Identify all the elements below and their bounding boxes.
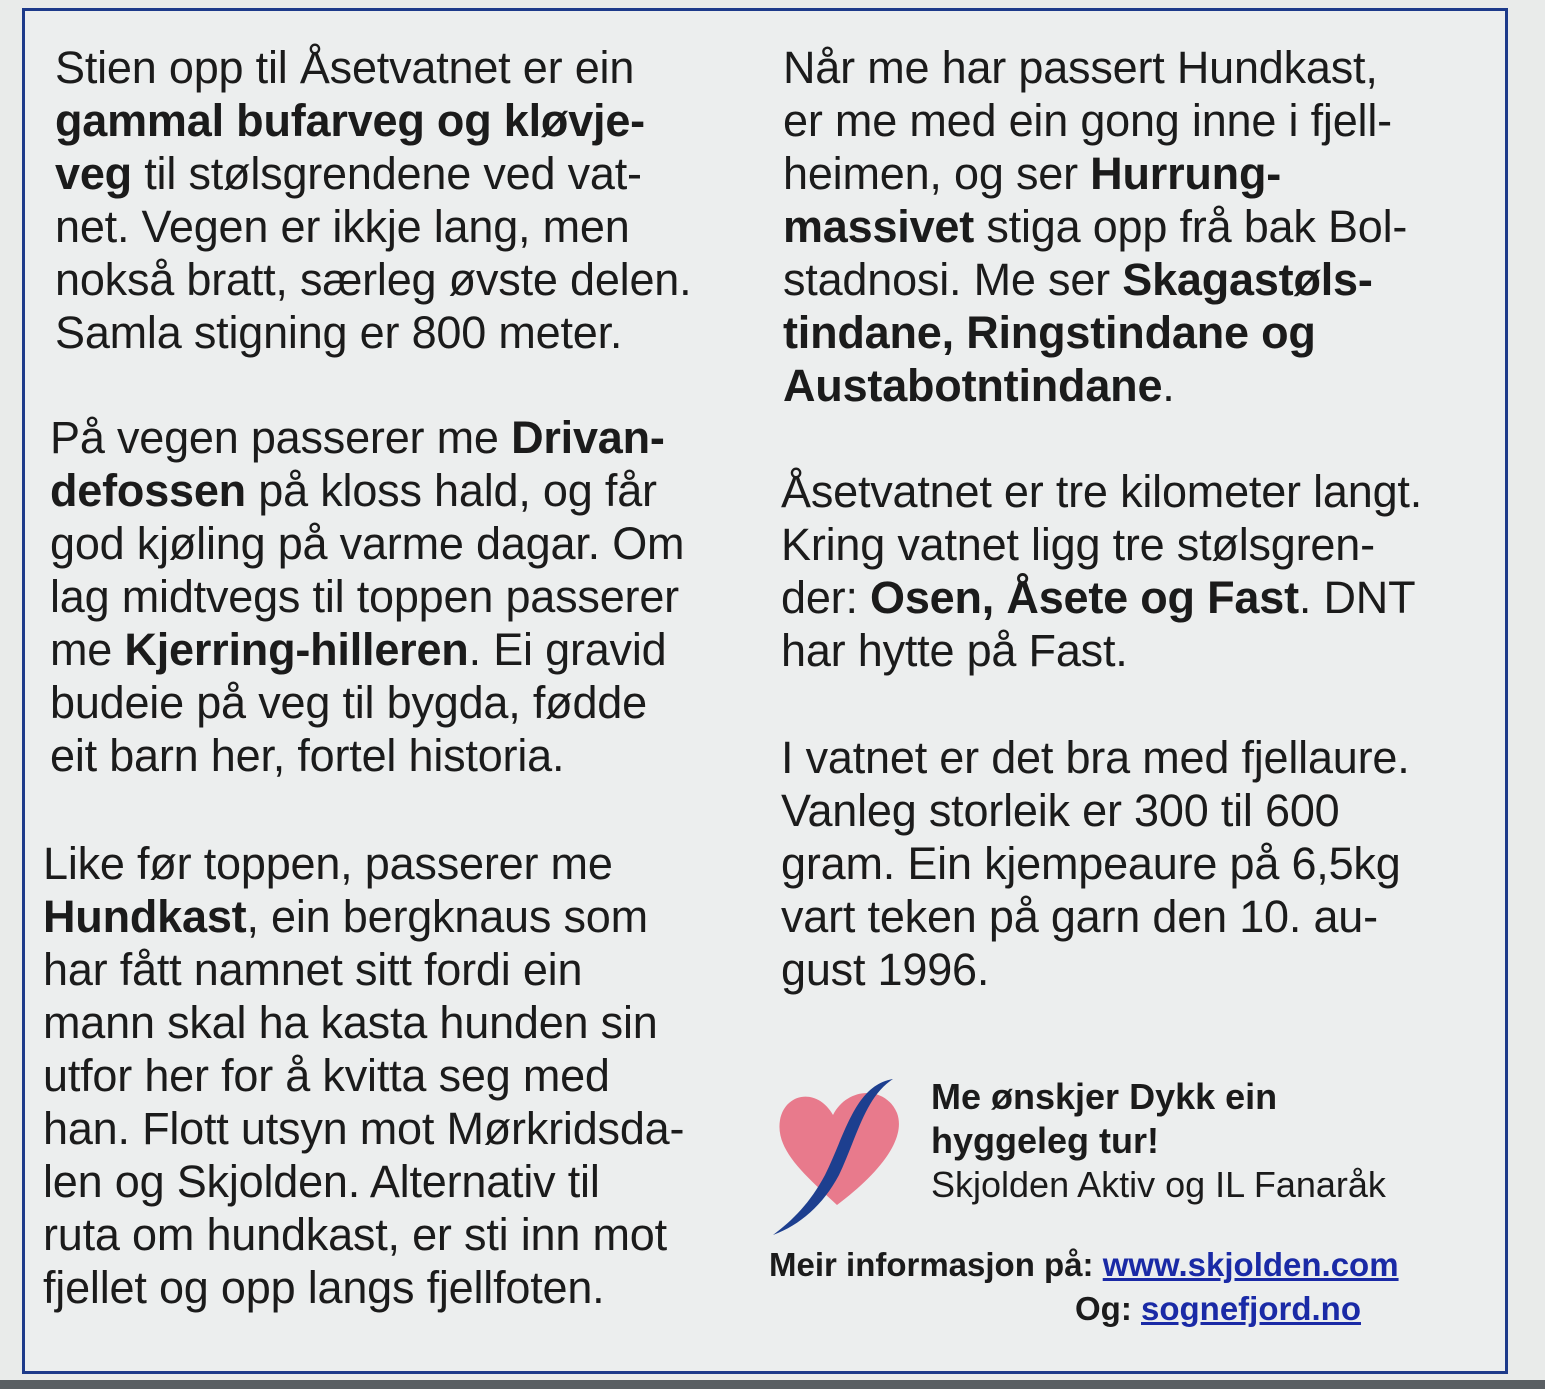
text-segment: På vegen passerer me: [50, 412, 512, 463]
text-segment: eit barn her, fortel historia.: [50, 730, 565, 781]
text-line: [50, 676, 684, 729]
text-line: [55, 253, 691, 306]
bold-text: Skagastøls-: [1122, 254, 1373, 305]
text-line: [781, 890, 1410, 943]
text-line: [43, 1208, 684, 1261]
text-line: [55, 306, 691, 359]
text-line: [43, 1155, 684, 1208]
text-segment: til stølsgrendene ved vat-: [131, 148, 642, 199]
bottom-edge-strip: [0, 1380, 1545, 1389]
text-line: [781, 465, 1422, 518]
text-segment: len og Skjolden. Alternativ til: [43, 1156, 600, 1207]
text-segment: god kjøling på varme dagar. Om: [50, 518, 685, 569]
text-line: [781, 784, 1410, 837]
bold-text: veg: [55, 148, 132, 199]
text-segment: ruta om hundkast, er sti inn mot: [43, 1209, 667, 1260]
text-segment: heimen, og ser: [783, 148, 1091, 199]
text-segment: Like før toppen, passerer me: [43, 838, 613, 889]
text-line: [43, 996, 684, 1049]
skjolden-link[interactable]: www.skjolden.com: [1102, 1246, 1399, 1283]
text-line: [781, 571, 1422, 624]
paragraph-mountain-view: [783, 41, 1407, 412]
text-line: [43, 1102, 684, 1155]
paragraph-lake-info: [781, 465, 1422, 677]
text-segment: . Ei gravid: [468, 624, 667, 675]
text-segment: I vatnet er det bra med fjellaure.: [781, 732, 1410, 783]
text-segment: Stien opp til Åsetvatnet er ein: [55, 42, 635, 93]
greeting-line-2: hyggeleg tur!: [931, 1120, 1160, 1161]
text-segment: Kring vatnet ligg tre stølsgren-: [781, 519, 1375, 570]
text-line: [43, 890, 684, 943]
text-line: [50, 411, 684, 464]
text-segment: mann skal ha kasta hunden sin: [43, 997, 658, 1048]
greeting-line-1: Me ønskjer Dykk ein: [931, 1076, 1278, 1117]
paragraph-hundkast: [43, 837, 684, 1314]
text-line: [50, 623, 684, 676]
text-segment: lag midtvegs til toppen passerer: [50, 571, 679, 622]
paragraph-drivandefossen: [50, 411, 684, 782]
text-line: [783, 359, 1407, 412]
bold-text: Hurrung-: [1090, 148, 1282, 199]
sognefjord-link[interactable]: sognefjord.no: [1141, 1290, 1361, 1327]
text-segment: .: [1162, 360, 1175, 411]
text-segment: har fått namnet sitt fordi ein: [43, 944, 583, 995]
text-line: [43, 1049, 684, 1102]
text-segment: utfor her for å kvitta seg med: [43, 1050, 610, 1101]
text-line: [55, 94, 691, 147]
more-info-label: Meir informasjon på:: [769, 1246, 1094, 1283]
info-sign-panel: [22, 8, 1508, 1374]
text-segment: vart teken på garn den 10. au-: [781, 891, 1378, 942]
text-segment: Vanleg storleik er 300 til 600: [781, 785, 1340, 836]
more-info-block: [769, 1243, 1399, 1331]
text-segment: gust 1996.: [781, 944, 990, 995]
text-line: [781, 518, 1422, 571]
text-line: [783, 200, 1407, 253]
text-line: [55, 41, 691, 94]
bold-text: Austabotntindane: [783, 360, 1163, 411]
text-segment: , ein bergknaus som: [246, 891, 648, 942]
text-segment: stiga opp frå bak Bol-: [974, 201, 1408, 252]
text-segment: Samla stigning er 800 meter.: [55, 307, 623, 358]
text-segment: stadnosi. Me ser: [783, 254, 1123, 305]
text-line: [50, 464, 684, 517]
text-segment: har hytte på Fast.: [781, 625, 1128, 676]
bold-text: defossen: [50, 465, 246, 516]
paragraph-trail: [55, 41, 691, 359]
more-info-row-2: [769, 1287, 1399, 1331]
text-line: [43, 1261, 684, 1314]
text-line: [783, 306, 1407, 359]
text-line: [50, 517, 684, 570]
text-line: [781, 943, 1410, 996]
text-line: [50, 570, 684, 623]
text-segment: han. Flott utsyn mot Mørkridsda-: [43, 1103, 685, 1154]
bold-text: massivet: [783, 201, 975, 252]
text-segment: der:: [781, 572, 871, 623]
text-line: [783, 147, 1407, 200]
text-segment: nokså bratt, særleg øvste delen.: [55, 254, 692, 305]
text-line: [781, 837, 1410, 890]
text-segment: er me med ein gong inne i fjell-: [783, 95, 1392, 146]
text-line: [783, 41, 1407, 94]
text-line: [781, 731, 1410, 784]
text-line: [783, 253, 1407, 306]
og-label: Og:: [1075, 1290, 1132, 1327]
bold-text: tindane, Ringstindane og: [783, 307, 1316, 358]
text-segment: . DNT: [1298, 572, 1416, 623]
bold-text: Hundkast: [43, 891, 247, 942]
text-segment: Åsetvatnet er tre kilometer langt.: [781, 466, 1422, 517]
text-line: [43, 837, 684, 890]
text-line: [43, 943, 684, 996]
text-line: [50, 729, 684, 782]
text-segment: på kloss hald, og får: [245, 465, 657, 516]
text-segment: Når me har passert Hundkast,: [783, 42, 1378, 93]
text-line: [783, 94, 1407, 147]
text-line: [55, 147, 691, 200]
paragraph-fishing: [781, 731, 1410, 996]
greeting-block: [931, 1075, 1386, 1207]
text-segment: gram. Ein kjempeaure på 6,5kg: [781, 838, 1401, 889]
organizers-text: Skjolden Aktiv og IL Fanaråk: [931, 1164, 1386, 1205]
text-segment: me: [50, 624, 125, 675]
bold-text: Kjerring-hilleren: [124, 624, 469, 675]
text-segment: net. Vegen er ikkje lang, men: [55, 201, 630, 252]
text-segment: budeie på veg til bygda, fødde: [50, 677, 647, 728]
bold-text: Osen, Åsete og Fast: [870, 572, 1299, 623]
text-segment: fjellet og opp langs fjellfoten.: [43, 1262, 605, 1313]
heart-logo-icon: [765, 1075, 915, 1245]
text-line: [55, 200, 691, 253]
bold-text: gammal bufarveg og kløvje-: [55, 95, 645, 146]
bold-text: Drivan-: [511, 412, 665, 463]
text-line: [781, 624, 1422, 677]
